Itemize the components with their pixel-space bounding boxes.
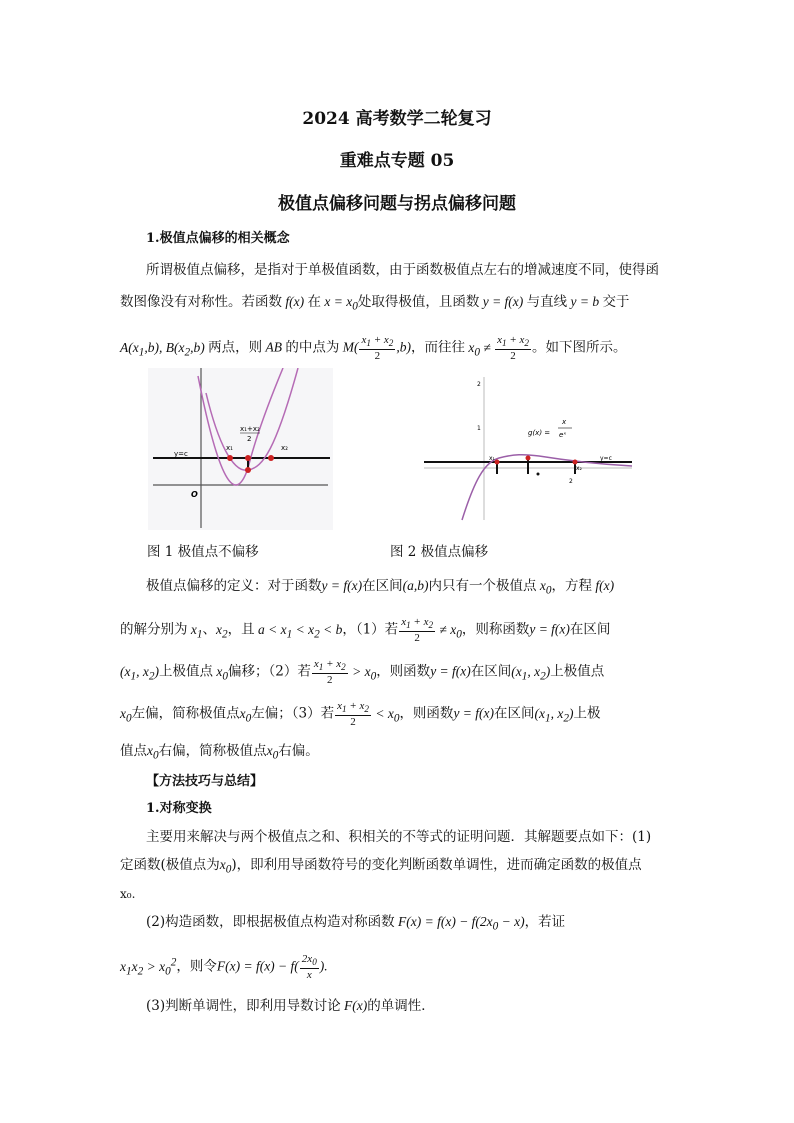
method-text-p2b: ，若证 [524, 914, 566, 930]
figure-1-mid-num: x₁+x₂ [240, 425, 260, 433]
def-line-5: 值点$x_0$右偏，简称极值点$x_0$右偏。 [120, 743, 319, 762]
intro-text-c: 在 [307, 294, 321, 310]
figure-2-x1-label: x₁ [489, 455, 495, 462]
def-text-c: 内只有一个极值点 [428, 578, 537, 594]
figure-2-line-label: y=c [600, 455, 612, 462]
def-text-t: 上极 [573, 705, 601, 722]
method-text-p1c: )，即利用导函数符号的变化判断函数单调性，进而确定函数的极值点 [231, 857, 642, 873]
intro-text-g: 两点，则 [208, 339, 263, 356]
intro-text-i: ，而往往 [410, 339, 465, 356]
figure-2-func-label: g(x) = [528, 429, 551, 437]
intro-line-3: $A(x_1,b)$, $B(x_2,b)$ 两点，则 AB 的中点为 M( $\frac{x_1 + x_2}{2}$ ,b)，而往往 $x_0$ ≠ $\frac{x_1 + x_2}{2}$ 。如下图所示。 [120, 334, 627, 363]
method-line-5: $x_1x_2 > x_0^2$，则令F(x) = f(x) − f( $\frac{2x_0}{x}$ ). [120, 952, 328, 982]
def-text-d: ，方程 [551, 578, 592, 594]
def-text-k: 上极值点 [159, 663, 213, 680]
def-text-n: 在区间 [470, 663, 512, 680]
doc-title: 2024 高考数学二轮复习 [302, 109, 492, 129]
def-text-p: 左偏，简称极值点 [131, 705, 240, 722]
figure-2-curve [462, 455, 632, 520]
intro-text-b: 数图像没有对称性。若函数 [120, 294, 282, 310]
figure-1-point-x2 [268, 455, 274, 461]
figure-1-x2-label: x₂ [281, 444, 288, 452]
method-line-6: (3)判断单调性，即利用导数讨论 F(x)的单调性． [146, 998, 435, 1014]
figure-2-point-x2 [573, 460, 578, 465]
method-text-p3a: (3)判断单调性，即利用导数讨论 [146, 998, 341, 1014]
methods-subheading: 1.对称变换 [146, 801, 212, 816]
figure-1-point-vertex [245, 467, 251, 473]
def-line-1: 极值点偏移的定义：对于函数y = f(x)在区间(a,b)内只有一个极值点 $x_0$，方程 f(x) [146, 578, 615, 597]
figure-1-point-mid [245, 455, 251, 461]
intro-line-2: 数图像没有对称性。若函数 f(x) 在 $x = x_0$处取得极值，且函数 y = f(x) 与直线 y = b 交于 [120, 294, 630, 313]
figure-2-caption: 图 2 极值点偏移 [390, 544, 489, 560]
figure-2-x2-label: x₂ [576, 465, 582, 472]
figure-1-x1-label: x₁ [226, 444, 233, 452]
def-text-f: 、 [202, 621, 216, 638]
figure-2-func-num: x [562, 418, 567, 426]
method-line-2: 定函数(极值点为$x_0$)，即利用导函数符号的变化判断函数单调性，进而确定函数的极值点 [120, 857, 642, 876]
figure-2-tick-2: 2 [477, 381, 481, 388]
method-line-1 [146, 827, 651, 847]
def-text-q: 左偏；（3）若 [251, 705, 335, 722]
def-text-l: 偏移；（2）若 [228, 663, 311, 680]
intro-text-j: 。如下图所示。 [531, 339, 627, 356]
figure-2-point-peak [526, 456, 531, 461]
def-text-o: 上极值点 [550, 663, 605, 680]
def-text-u: 值点 [120, 743, 147, 759]
def-text-i: ，则称函数 [461, 621, 530, 638]
def-text-e: 的解分别为 [120, 621, 188, 638]
intro-line-1 [146, 260, 659, 280]
figure-2-point-mid [537, 473, 540, 476]
method-line-3: x₀. [120, 887, 136, 901]
method-text-p3b: 的单调性． [367, 998, 435, 1014]
def-line-2: 的解分别为 $x_1$、$x_2$，且 $a < x_1 < x_2 < b$，（1）若 $\frac{x_1 + x_2}{2}$ ≠ $x_0$，则称函数y = f(x)在区间 [120, 616, 611, 645]
intro-text-e: 与直线 [526, 294, 568, 310]
def-text-h: ，（1）若 [342, 621, 399, 638]
def-line-4: $x_0$左偏，简称极值点$x_0$左偏；（3）若 $\frac{x_1 + x_2}{2}$ < $x_0$，则函数y = f(x)在区间($x_1$, $x_2$)上极 [120, 700, 601, 729]
intro-text-f: 交于 [602, 294, 630, 310]
figure-1-bg [148, 368, 333, 530]
method-text-p2c: ，则令 [176, 958, 217, 975]
figure-1-mid-den: 2 [247, 435, 252, 443]
def-text-a: 极值点偏移的定义：对于函数 [146, 578, 322, 594]
intro-text-a: 所谓极值点偏移，是指对于单极值函数，由于函数极值点左右的增减速度不同，使得函 [146, 262, 659, 278]
figure-1-origin: O [191, 490, 198, 499]
section-heading: 1.极值点偏移的相关概念 [146, 231, 290, 246]
method-text-p1b: 定函数(极值点为 [120, 857, 220, 873]
figure-2-point-x1 [495, 460, 500, 465]
figure-1-line-label: y=c [174, 450, 188, 458]
def-text-j: 在区间 [569, 621, 611, 638]
method-text-p1a: 主要用来解决与两个极值点之和、积相关的不等式的证明问题．其解题要点如下：(1) [146, 829, 652, 845]
doc-subtitle: 重难点专题 05 [339, 151, 455, 171]
figure-1-point-x1 [227, 455, 233, 461]
method-line-4: (2)构造函数，即根据极值点构造对称函数 $F(x) = f(x) - f(2x_0 - x)$，若证 [146, 914, 566, 933]
method-text-p2a: (2)构造函数，即根据极值点构造对称函数 [146, 914, 395, 930]
figure-2-tick-1: 1 [477, 425, 481, 432]
def-text-v: 右偏，简称极值点 [158, 743, 267, 759]
doc-topic: 极值点偏移问题与拐点偏移问题 [278, 194, 516, 214]
intro-text-h: 的中点为 [285, 339, 340, 356]
methods-heading: 【方法技巧与总结】 [146, 774, 264, 789]
def-text-g: ，且 [227, 621, 255, 638]
def-text-b: 在区间 [362, 578, 403, 594]
figure-2-tick-x2: 2 [569, 478, 573, 485]
def-text-m: ，则函数 [376, 663, 431, 680]
figure-1 [148, 368, 333, 530]
figure-2 [424, 372, 634, 522]
def-text-w: 右偏。 [278, 743, 319, 759]
def-text-r: ，则函数 [399, 705, 454, 722]
def-line-3: ($x_1$, $x_2$)上极值点 $x_0$偏移；（2）若 $\frac{x_1 + x_2}{2}$ > $x_0$，则函数y = f(x)在区间($x_1$, $x_2$)上极值点 [120, 658, 605, 687]
figure-2-func-den: eˣ [559, 431, 567, 439]
figure-1-caption: 图 1 极值点不偏移 [147, 544, 259, 560]
def-text-s: 在区间 [494, 705, 535, 722]
intro-text-d: 处取得极值，且函数 [357, 294, 480, 310]
